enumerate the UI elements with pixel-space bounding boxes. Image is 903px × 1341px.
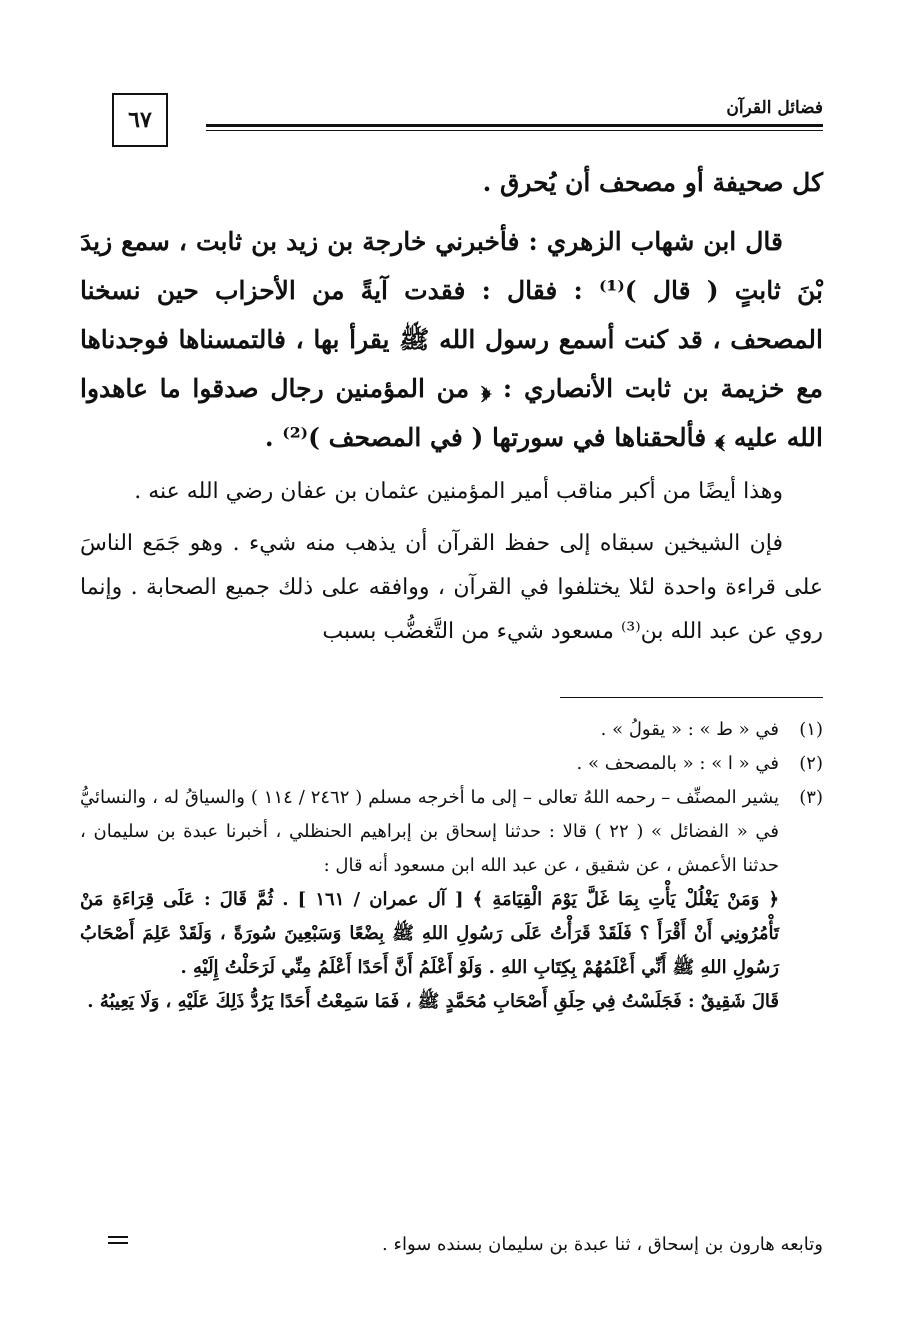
footnote-text: يشير المصنِّف – رحمه اللهُ تعالى – إلى ما أخرجه مسلم ( ٢٤٦٢ / ١١٤ ) والسياقُ له ، والنسائيُّ في « الفضائل » ( ٢٢ ) قالا : حدثنا إسحاق بن إبراهيم الحنظلي ، أخبرنا عبدة بن سليمان ، حدثنا الأعمش ، عن شقيق ، عن عبد الله ابن مسعود أنه قال :	[80, 787, 780, 876]
footnote-hadith-text: قَالَ شَقِيقٌ : فَجَلَسْتُ فِي حِلَقِ أَصْحَابِ مُحَمَّدٍ ﷺ ، فَمَا سَمِعْتُ أَحَدًا يَرُدُّ ذَلِكَ عَلَيْهِ ، وَلَا يَعِيبُهُ .	[87, 991, 779, 1012]
page-number-box	[112, 93, 168, 147]
paragraph-2: قال ابن شهاب الزهري : فأخبرني خارجة بن زيد بن ثابت ، سمع زيدَ بْنَ ثابتٍ ( قال )⁽¹⁾ : فقال : فقدت آيةً من الأحزاب حين نسخنا المصحف ، قد كنت أسمع رسول الله ﷺ يقرأ بها ، فالتمسناها فوجدناها مع خزيمة بن ثابت الأنصاري : ﴿ من المؤمنين رجال صدقوا ما عاهدوا الله عليه ﴾ فألحقناها في سورتها ( في المصحف )⁽²⁾ .	[80, 227, 823, 452]
footnote-text: في « ا » : « بالمصحف » .	[576, 753, 779, 774]
footnote-tail: وتابعه هارون بن إسحاق ، ثنا عبدة بن سليمان بسنده سواء .	[382, 1234, 823, 1255]
footnote-2	[80, 747, 823, 781]
footnote-3	[80, 781, 823, 1019]
main-text	[80, 158, 823, 662]
footnote-body	[80, 781, 779, 1019]
continuation-mark	[108, 1236, 128, 1248]
footnote-1	[80, 713, 823, 747]
header-rule-thick	[206, 124, 823, 127]
footnote-body	[80, 747, 779, 781]
paragraph-4: فإن الشيخين سبقاه إلى حفظ القرآن أن يذهب منه شيء . وهو جَمَع الناسَ على قراءة واحدة لئلا يختلفوا في القرآن ، ووافقه على ذلك جميع الصحابة . وإنما روي عن عبد الله بن⁽³⁾ مسعود شيء من التَّغضُّب بسبب	[80, 531, 823, 644]
paragraph-1: كل صحيفة أو مصحف أن يُحرق .	[482, 168, 823, 197]
footnote-number: (١)	[799, 719, 823, 740]
footnote-separator	[560, 697, 823, 698]
paragraph-3: وهذا أيضًا من أكبر مناقب أمير المؤمنين عثمان بن عفان رضي الله عنه .	[134, 479, 783, 504]
footnote-number: (٣)	[799, 787, 823, 808]
footnotes	[80, 713, 823, 1019]
running-title: فضائل القرآن	[726, 98, 823, 118]
footnote-body	[80, 713, 779, 747]
header-rule-thin	[206, 130, 823, 131]
page-number: ٦٧	[128, 107, 152, 133]
footnote-text: في « ط » : « يقولُ » .	[600, 719, 779, 740]
footnote-number: (٢)	[799, 753, 823, 774]
footnote-hadith-text: ﴿ وَمَنْ يَغْلُلْ يَأْتِ بِمَا غَلَّ يَوْمَ الْقِيَامَةِ ﴾ [ آل عمران / ١٦١ ] . ثُمَّ قَالَ : عَلَى قِرَاءَةِ مَنْ تَأْمُرُونِي أَنْ أَقْرَأَ ؟ فَلَقَدْ قَرَأْتُ عَلَى رَسُولِ اللهِ ﷺ بِضْعًا وَسَبْعِينَ سُورَةً ، وَلَقَدْ عَلِمَ أَصْحَابُ رَسُولِ اللهِ ﷺ أَنِّي أَعْلَمُهُمْ بِكِتَابِ اللهِ . وَلَوْ أَعْلَمُ أَنَّ أَحَدًا أَعْلَمُ مِنِّي لَرَحَلْتُ إِلَيْهِ .	[80, 889, 779, 978]
